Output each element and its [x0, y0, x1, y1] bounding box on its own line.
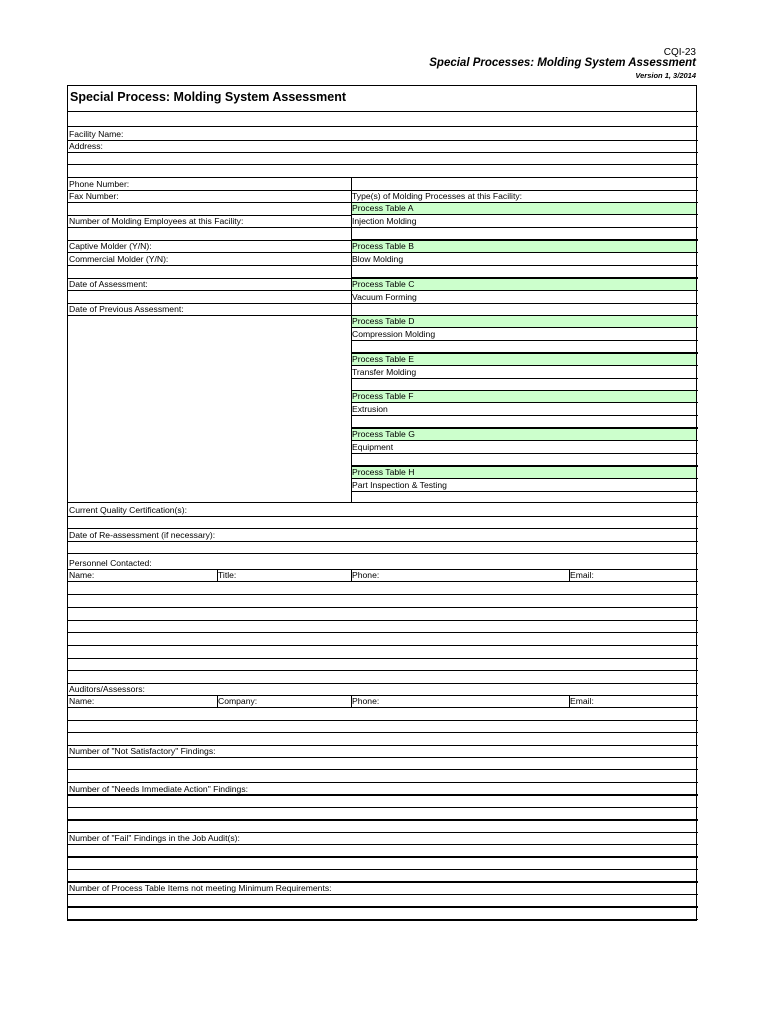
grid-line: [351, 265, 698, 266]
grid-line: [68, 152, 698, 153]
finding-label-3: Number of Process Table Items not meeting Minimum Requirements:: [69, 883, 332, 893]
reassessment-label: Date of Re-assessment (if necessary):: [69, 530, 216, 540]
auditors-label: Auditors/Assessors:: [69, 684, 145, 694]
employees-label: Number of Molding Employees at this Facility:: [69, 216, 244, 226]
grid-line: [351, 466, 698, 467]
grid-line: [68, 769, 698, 770]
grid-line: [68, 177, 698, 178]
process-table-e: Process Table E: [352, 354, 414, 364]
grid-line: [351, 453, 698, 454]
facility-name-label: Facility Name:: [69, 129, 124, 139]
grid-line: [68, 290, 351, 291]
finding-label-1: Number of "Needs Immediate Action" Findings:: [69, 784, 249, 794]
grid-line: [68, 820, 698, 821]
grid-line: [68, 695, 698, 696]
personnel-column-2: Phone:: [352, 570, 380, 580]
process-name-b: Blow Molding: [352, 254, 404, 264]
certification-label: Current Quality Certification(s):: [69, 505, 187, 515]
grid-line: [68, 907, 698, 908]
grid-line: [351, 303, 698, 304]
process-table-h: Process Table H: [352, 467, 415, 477]
process-name-g: Equipment: [352, 442, 394, 452]
grid-line: [68, 620, 698, 621]
grid-line: [68, 707, 698, 708]
grid-line: [351, 378, 698, 379]
process-name-f: Extrusion: [352, 404, 388, 414]
phone-label: Phone Number:: [69, 179, 130, 189]
process-name-e: Transfer Molding: [352, 367, 417, 377]
grid-line: [351, 390, 698, 391]
grid-line: [68, 594, 698, 595]
grid-line: [351, 252, 698, 253]
grid-line: [68, 581, 698, 582]
grid-line: [68, 569, 698, 570]
grid-line: [68, 795, 698, 796]
personnel-column-0: Name:: [69, 570, 95, 580]
grid-line: [351, 353, 698, 354]
grid-line: [351, 415, 698, 416]
process-table-f: Process Table F: [352, 391, 414, 401]
grid-line: [68, 528, 698, 529]
grid-line: [351, 202, 698, 203]
grid-line: [351, 227, 698, 228]
assessment-form: [67, 85, 697, 921]
grid-line: [68, 658, 698, 659]
finding-label-2: Number of "Fail" Findings in the Job Audit(s):: [69, 833, 240, 843]
auditors-column-0: Name:: [69, 696, 95, 706]
date-of-previous-assessment-label: Date of Previous Assessment:: [69, 304, 184, 314]
process-types-label: Type(s) of Molding Processes at this Facility:: [352, 191, 523, 201]
grid-line: [68, 720, 698, 721]
grid-line: [68, 857, 698, 858]
grid-line: [68, 607, 698, 608]
grid-line: [351, 478, 698, 479]
auditors-column-1: Company:: [218, 696, 258, 706]
grid-line: [68, 894, 698, 895]
process-name-h: Part Inspection & Testing: [352, 480, 447, 490]
grid-line: [351, 428, 698, 429]
document-code: CQI-23: [663, 47, 696, 58]
grid-line: [351, 214, 698, 215]
grid-line: [68, 844, 698, 845]
grid-line: [68, 782, 698, 783]
grid-line: [68, 553, 698, 554]
grid-line: [68, 670, 698, 671]
personnel-column-1: Title:: [218, 570, 237, 580]
personnel-label: Personnel Contacted:: [69, 558, 152, 568]
captive-molder-label: Captive Molder (Y/N):: [69, 241, 152, 251]
grid-line: [351, 440, 698, 441]
process-table-c: Process Table C: [352, 279, 415, 289]
grid-line: [68, 757, 698, 758]
grid-line: [68, 882, 698, 883]
grid-line: [68, 265, 351, 266]
grid-line: [68, 832, 698, 833]
grid-line: [68, 227, 351, 228]
process-table-g: Process Table G: [352, 429, 415, 439]
personnel-column-3: Email:: [570, 570, 594, 580]
form-title: Special Process: Molding System Assessment: [70, 90, 347, 104]
auditors-column-2: Phone:: [352, 696, 380, 706]
grid-line: [351, 327, 698, 328]
grid-line: [351, 365, 698, 366]
grid-line: [68, 140, 698, 141]
grid-line: [68, 919, 698, 920]
grid-line: [68, 126, 698, 127]
grid-line: [68, 869, 698, 870]
date-of-assessment-label: Date of Assessment:: [69, 279, 148, 289]
process-name-d: Compression Molding: [352, 329, 436, 339]
grid-line: [68, 541, 698, 542]
grid-line: [68, 202, 351, 203]
grid-line: [68, 807, 698, 808]
document-version: Version 1, 3/2014: [635, 71, 696, 80]
grid-line: [68, 683, 698, 684]
address-label: Address:: [69, 141, 103, 151]
grid-line: [68, 111, 698, 112]
document-title: Special Processes: Molding System Assessment: [429, 57, 696, 69]
grid-line: [351, 491, 698, 492]
grid-line: [68, 164, 698, 165]
grid-line: [68, 819, 698, 820]
grid-line: [351, 402, 698, 403]
grid-line: [68, 645, 698, 646]
fax-label: Fax Number:: [69, 191, 119, 201]
grid-line: [351, 290, 698, 291]
process-table-a: Process Table A: [352, 203, 414, 213]
grid-line: [351, 240, 698, 241]
process-name-c: Vacuum Forming: [352, 292, 417, 302]
finding-label-0: Number of "Not Satisfactory" Findings:: [69, 746, 216, 756]
grid-line: [68, 732, 698, 733]
grid-line: [68, 632, 698, 633]
grid-line: [351, 340, 698, 341]
auditors-column-3: Email:: [570, 696, 594, 706]
process-name-a: Injection Molding: [352, 216, 417, 226]
process-table-b: Process Table B: [352, 241, 414, 251]
grid-line: [351, 315, 698, 316]
grid-line: [351, 278, 698, 279]
process-table-d: Process Table D: [352, 316, 415, 326]
grid-line: [68, 252, 351, 253]
commercial-molder-label: Commercial Molder (Y/N):: [69, 254, 169, 264]
grid-line: [68, 502, 698, 503]
grid-line: [68, 315, 351, 316]
grid-line: [68, 516, 698, 517]
